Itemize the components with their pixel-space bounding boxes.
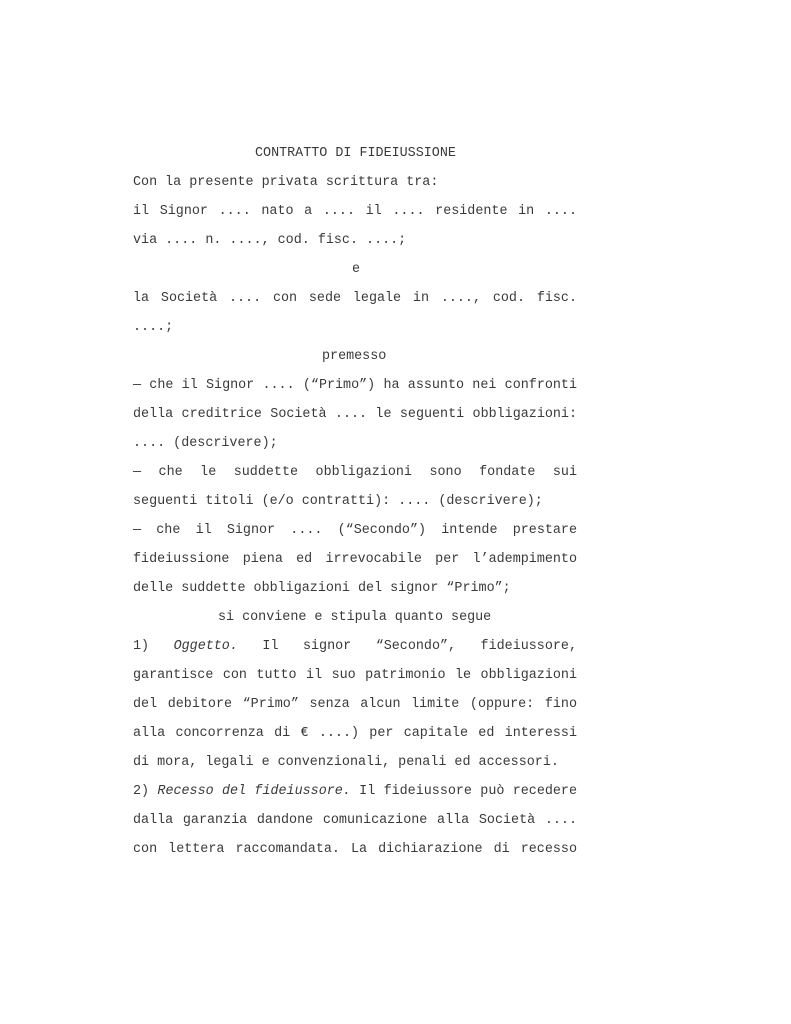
premise3-line-2: fideiussione piena ed irrevocabile per l’adempimento xyxy=(133,552,577,567)
intro-line: Con la presente privata scrittura tra: xyxy=(133,175,439,190)
premise1-line-2: della creditrice Società .... le seguenti obbligazioni: xyxy=(133,407,577,422)
party2-line-1: la Società .... con sede legale in ...., cod. fisc. xyxy=(133,291,577,306)
clause1-line-4: alla concorrenza di € ....) per capitale ed interessi xyxy=(133,726,577,741)
agreement-heading: si conviene e stipula quanto segue xyxy=(218,610,492,625)
premise3-line-3: delle suddette obbligazioni del signor “Primo”; xyxy=(133,581,511,596)
clause1-line-2: garantisce con tutto il suo patrimonio le obbligazioni xyxy=(133,668,577,683)
premise2-line-2: seguenti titoli (e/o contratti): .... (descrivere); xyxy=(133,494,543,509)
clause2-line-1 xyxy=(133,782,577,802)
party1-line-2: via .... n. ...., cod. fisc. ....; xyxy=(133,233,407,248)
clause1-line-3: del debitore “Primo” senza alcun limite (oppure: fino xyxy=(133,697,577,712)
premise1-line-1: — che il Signor .... (“Primo”) ha assunto nei confronti xyxy=(133,378,577,393)
document-title: CONTRATTO DI FIDEIUSSIONE xyxy=(255,146,456,161)
clause1-number: 1) xyxy=(133,639,150,654)
party2-line-2: ....; xyxy=(133,320,174,335)
premise3-line-1: — che il Signor .... (“Secondo”) intende prestare xyxy=(133,523,577,538)
conjunction-e: e xyxy=(352,262,361,277)
premise-heading: premesso xyxy=(322,349,387,364)
party1-line-1: il Signor .... nato a .... il .... residente in .... xyxy=(133,204,577,219)
clause1-line-1 xyxy=(133,637,577,657)
clause1-line-1-rest: Il signor “Secondo”, fideiussore, xyxy=(262,639,577,654)
premise2-line-1: — che le suddette obbligazioni sono fondate sui xyxy=(133,465,577,480)
clause1-line-5: di mora, legali e convenzionali, penali ed accessori. xyxy=(133,755,559,770)
clause2-line-3: con lettera raccomandata. La dichiarazione di recesso xyxy=(133,842,577,857)
clause2-number: 2) xyxy=(133,784,150,799)
premise1-line-3: .... (descrivere); xyxy=(133,436,278,451)
clause1-title: Oggetto. xyxy=(173,639,238,654)
clause2-title: Recesso del fideiussore. xyxy=(157,784,351,799)
clause2-line-2: dalla garanzia dandone comunicazione alla Società .... xyxy=(133,813,577,828)
clause2-line-1-rest: Il fideiussore può recedere xyxy=(359,784,577,799)
